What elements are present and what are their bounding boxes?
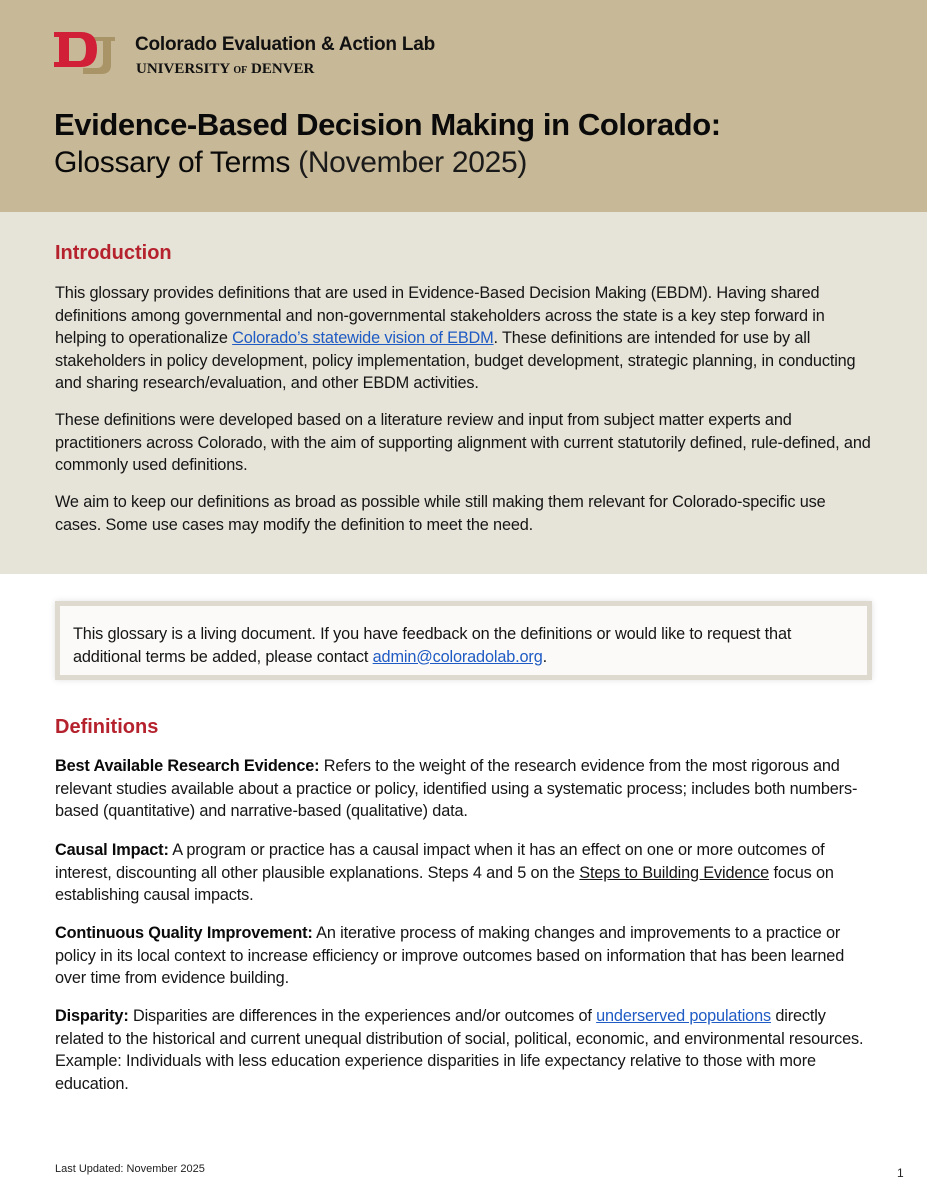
definition-text-after: directly related to the historical and current unequal distribution of social, political, economic, and environmental resources. Example: Individuals with less education experience disparities in life expectancy relative to those with more education.	[55, 1007, 864, 1093]
callout-text-after: .	[542, 647, 547, 666]
intro-p1-text: This glossary provides definitions that are used in Evidence-Based Decision Making (EBDM). Having shared definitions among governmental and non-governmental stakeholders across the state is a key step forward in helping to operationalize	[55, 284, 825, 348]
university-part2: DENVER	[251, 61, 315, 77]
subtitle-text: Glossary of Terms	[54, 146, 291, 179]
university-of: OF	[233, 65, 248, 76]
definition-text: A program or practice has a causal impact when it has an effect on one or more outcomes of interest, discounting all other plausible explanations. Steps 4 and 5 on the	[55, 841, 825, 882]
header-band	[0, 0, 927, 212]
definition-text: Disparities are differences in the experiences and/or outcomes of	[128, 1007, 597, 1025]
callout-text-before: This glossary is a living document. If you have feedback on the definitions or would like to request that additional terms be added, please contact	[73, 625, 792, 666]
definition-item	[55, 1005, 875, 1095]
callout-text	[73, 623, 863, 668]
page-number: 1	[897, 1166, 904, 1180]
org-name: Colorado Evaluation & Action Lab	[135, 34, 436, 55]
definition-item	[55, 839, 875, 907]
underserved-populations-link[interactable]: underserved populations	[596, 1007, 771, 1025]
page-subtitle	[54, 146, 527, 180]
definitions-heading: Definitions	[55, 716, 159, 738]
steps-to-building-evidence-link[interactable]: Steps to Building Evidence	[579, 863, 770, 882]
intro-paragraph-2: These definitions were developed based on a literature review and input from subject matter experts and practitioners across Colorado, with the aim of supporting alignment with current statutorily defined, rule-defined, and commonly used definitions.	[55, 411, 871, 475]
definition-term: Continuous Quality Improvement:	[55, 924, 313, 942]
definition-item	[55, 922, 875, 990]
page-title: Evidence-Based Decision Making in Colorado:	[54, 107, 721, 142]
admin-email-link[interactable]: admin@coloradolab.org	[372, 647, 543, 666]
university-name	[136, 61, 314, 78]
definition-text: An iterative process of making changes and improvements to a practice or policy in its local context to increase efficiency or improve outcomes based on information that has been learned over time from evidence building.	[55, 924, 845, 988]
university-part1: UNIVERSITY	[136, 61, 230, 77]
introduction-heading: Introduction	[55, 242, 172, 264]
du-logo-icon	[53, 31, 119, 75]
statewide-vision-link[interactable]: Colorado’s statewide vision of EBDM	[232, 329, 494, 348]
definition-term: Disparity:	[55, 1007, 129, 1025]
feedback-callout	[55, 601, 872, 680]
intro-paragraph-3: We aim to keep our definitions as broad as possible while still making them relevant for Colorado-specific use cases. Some use cases may modify the definition to meet the need.	[55, 493, 826, 534]
intro-paragraph-1	[55, 282, 875, 395]
definition-item	[55, 755, 875, 823]
intro-p1-text-after: . These definitions are intended for use by all stakeholders in policy development, policy implementation, budget development, strategic planning, in conducting and sharing research/evaluation, and other EBDM activities.	[55, 329, 856, 393]
definition-term: Best Available Research Evidence:	[55, 757, 320, 775]
subtitle-date: (November 2025)	[298, 146, 528, 179]
definition-term: Causal Impact:	[55, 841, 169, 859]
definition-text-after: focus on establishing causal impacts.	[55, 863, 834, 905]
last-updated: Last Updated: November 2025	[55, 1163, 205, 1175]
definition-text: Refers to the weight of the research evidence from the most rigorous and relevant studies available about a practice or policy, identified using a systematic process; includes both numbers-based (quantitative) and narrative-based (qualitative) data.	[55, 757, 858, 821]
